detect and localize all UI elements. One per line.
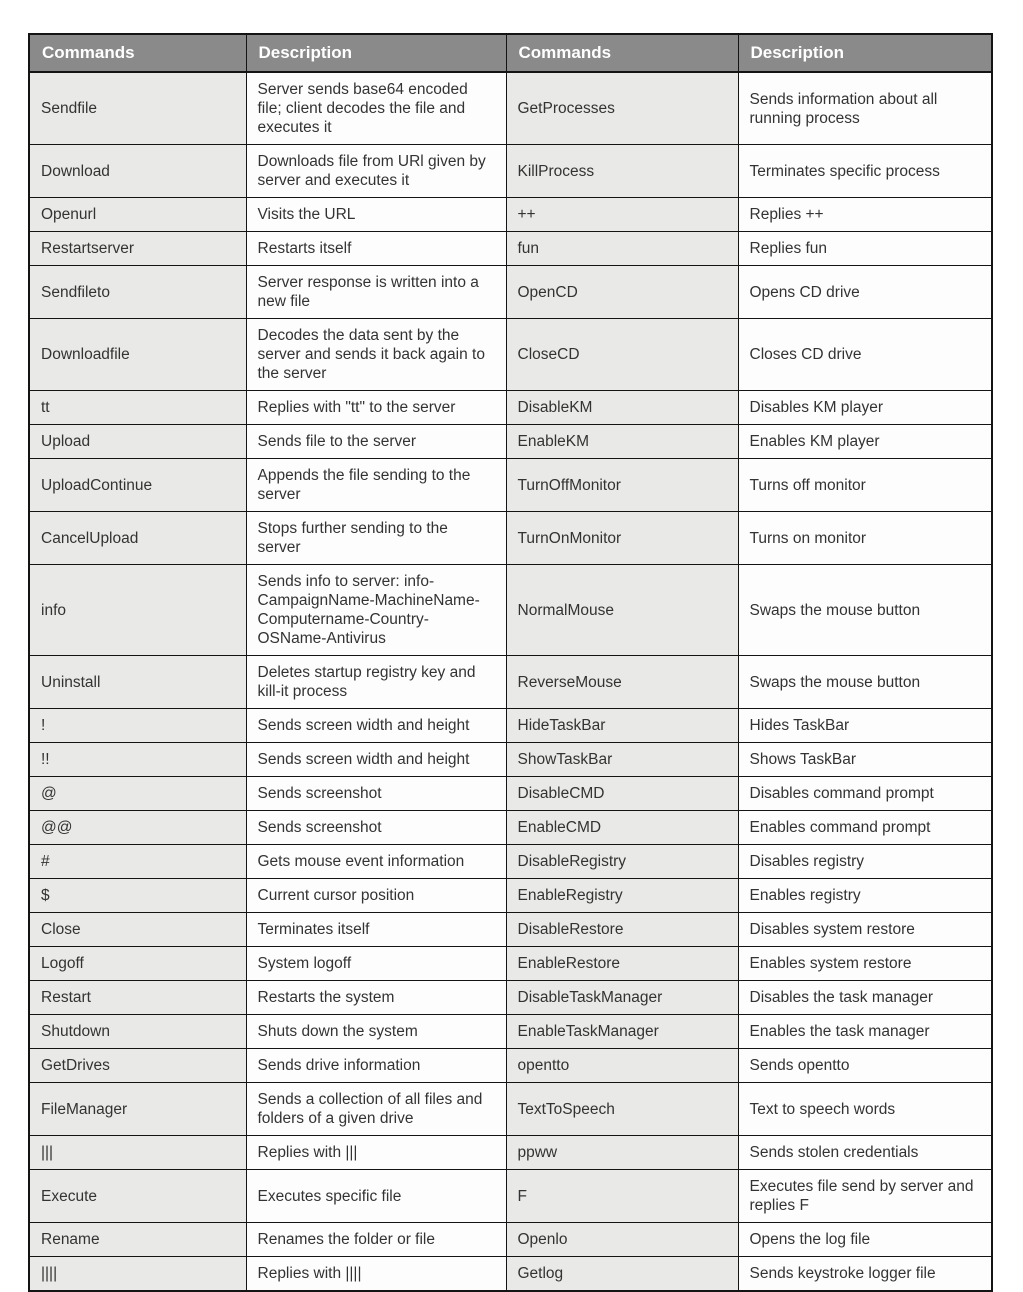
table-row [29,879,992,913]
table-row [29,913,992,947]
table-row [29,709,992,743]
description-cell: Sends stolen credentials [738,1136,992,1170]
table-row [29,1170,992,1223]
command-cell: CancelUpload [29,512,246,565]
description-cell: Enables system restore [738,947,992,981]
description-cell: Enables the task manager [738,1015,992,1049]
table-row [29,656,992,709]
description-cell: Renames the folder or file [246,1223,506,1257]
command-cell: DisableCMD [506,777,738,811]
table-row [29,811,992,845]
table-row [29,947,992,981]
description-cell: Server response is written into a new file [246,266,506,319]
description-cell: Sends keystroke logger file [738,1257,992,1292]
description-cell: Enables command prompt [738,811,992,845]
table-row [29,266,992,319]
table-row [29,565,992,656]
description-cell: Disables command prompt [738,777,992,811]
description-cell: Deletes startup registry key and kill-it process [246,656,506,709]
table-row [29,425,992,459]
table-row [29,743,992,777]
description-cell: Disables system restore [738,913,992,947]
command-cell: Getlog [506,1257,738,1292]
table-row [29,1257,992,1292]
description-cell: Sends screen width and height [246,709,506,743]
command-cell: DisableKM [506,391,738,425]
command-cell: CloseCD [506,319,738,391]
command-cell: TurnOffMonitor [506,459,738,512]
command-cell: DisableRegistry [506,845,738,879]
description-cell: Sends information about all running process [738,72,992,145]
table-row [29,845,992,879]
description-cell: Turns off monitor [738,459,992,512]
command-cell: Downloadfile [29,319,246,391]
header-commands-left: Commands [29,34,246,72]
command-cell: |||| [29,1257,246,1292]
command-cell: ||| [29,1136,246,1170]
header-description-left: Description [246,34,506,72]
description-cell: Replies with ||| [246,1136,506,1170]
command-cell: ReverseMouse [506,656,738,709]
description-cell: Shuts down the system [246,1015,506,1049]
description-cell: Sends opentto [738,1049,992,1083]
description-cell: Decodes the data sent by the server and sends it back again to the server [246,319,506,391]
description-cell: Stops further sending to the server [246,512,506,565]
table-row [29,1223,992,1257]
description-cell: Sends screenshot [246,777,506,811]
table-header-row [29,34,992,72]
command-cell: DisableRestore [506,913,738,947]
command-cell: TurnOnMonitor [506,512,738,565]
table-row [29,981,992,1015]
command-cell: Rename [29,1223,246,1257]
command-cell: GetDrives [29,1049,246,1083]
command-cell: ppww [506,1136,738,1170]
header-description-right: Description [738,34,992,72]
command-cell: Openlo [506,1223,738,1257]
command-cell: Restartserver [29,232,246,266]
command-cell: EnableKM [506,425,738,459]
command-cell: tt [29,391,246,425]
command-cell: !! [29,743,246,777]
command-cell: EnableRegistry [506,879,738,913]
description-cell: Opens the log file [738,1223,992,1257]
command-cell: @ [29,777,246,811]
command-cell: DisableTaskManager [506,981,738,1015]
description-cell: Disables registry [738,845,992,879]
command-cell: fun [506,232,738,266]
command-cell: Logoff [29,947,246,981]
description-cell: Hides TaskBar [738,709,992,743]
description-cell: Swaps the mouse button [738,565,992,656]
command-cell: Openurl [29,198,246,232]
table-row [29,72,992,145]
description-cell: Current cursor position [246,879,506,913]
command-cell: FileManager [29,1083,246,1136]
description-cell: Shows TaskBar [738,743,992,777]
description-cell: Restarts the system [246,981,506,1015]
command-cell: Sendfile [29,72,246,145]
description-cell: Executes specific file [246,1170,506,1223]
table-row [29,391,992,425]
command-cell: Close [29,913,246,947]
description-cell: Sends screenshot [246,811,506,845]
description-cell: Sends file to the server [246,425,506,459]
command-cell: Download [29,145,246,198]
command-cell: TextToSpeech [506,1083,738,1136]
description-cell: Sends drive information [246,1049,506,1083]
command-cell: ++ [506,198,738,232]
table-row [29,232,992,266]
header-commands-right: Commands [506,34,738,72]
command-cell: Shutdown [29,1015,246,1049]
description-cell: Sends screen width and height [246,743,506,777]
description-cell: Sends a collection of all files and folders of a given drive [246,1083,506,1136]
command-cell: ! [29,709,246,743]
description-cell: Gets mouse event information [246,845,506,879]
description-cell: Sends info to server: info-CampaignName-MachineName-Computername-Country-OSName-Antivirus [246,565,506,656]
table-row [29,1083,992,1136]
command-cell: EnableCMD [506,811,738,845]
command-cell: @@ [29,811,246,845]
table-row [29,777,992,811]
description-cell: Terminates itself [246,913,506,947]
command-cell: EnableTaskManager [506,1015,738,1049]
description-cell: Visits the URL [246,198,506,232]
command-cell: Sendfileto [29,266,246,319]
table-row [29,1049,992,1083]
command-cell: Execute [29,1170,246,1223]
command-cell: info [29,565,246,656]
description-cell: Disables KM player [738,391,992,425]
command-cell: opentto [506,1049,738,1083]
table-row [29,1015,992,1049]
description-cell: Replies with "tt" to the server [246,391,506,425]
command-table-body [29,72,992,1291]
description-cell: Enables registry [738,879,992,913]
command-cell: GetProcesses [506,72,738,145]
command-cell: $ [29,879,246,913]
description-cell: Disables the task manager [738,981,992,1015]
description-cell: Turns on monitor [738,512,992,565]
description-cell: Appends the file sending to the server [246,459,506,512]
table-row [29,459,992,512]
description-cell: Closes CD drive [738,319,992,391]
description-cell: Opens CD drive [738,266,992,319]
table-row [29,1136,992,1170]
command-cell: Restart [29,981,246,1015]
table-row [29,145,992,198]
table-row [29,198,992,232]
description-cell: Downloads file from URl given by server and executes it [246,145,506,198]
description-cell: Text to speech words [738,1083,992,1136]
command-cell: KillProcess [506,145,738,198]
description-cell: Executes file send by server and replies F [738,1170,992,1223]
command-cell: OpenCD [506,266,738,319]
command-cell: F [506,1170,738,1223]
description-cell: Server sends base64 encoded file; client decodes the file and executes it [246,72,506,145]
description-cell: Replies fun [738,232,992,266]
description-cell: System logoff [246,947,506,981]
description-cell: Replies with |||| [246,1257,506,1292]
command-cell: EnableRestore [506,947,738,981]
description-cell: Enables KM player [738,425,992,459]
command-cell: ShowTaskBar [506,743,738,777]
table-row [29,319,992,391]
command-cell: # [29,845,246,879]
command-cell: HideTaskBar [506,709,738,743]
command-cell: NormalMouse [506,565,738,656]
description-cell: Terminates specific process [738,145,992,198]
table-row [29,512,992,565]
command-cell: Upload [29,425,246,459]
commands-table [28,33,993,1292]
description-cell: Restarts itself [246,232,506,266]
description-cell: Replies ++ [738,198,992,232]
description-cell: Swaps the mouse button [738,656,992,709]
command-cell: UploadContinue [29,459,246,512]
command-cell: Uninstall [29,656,246,709]
